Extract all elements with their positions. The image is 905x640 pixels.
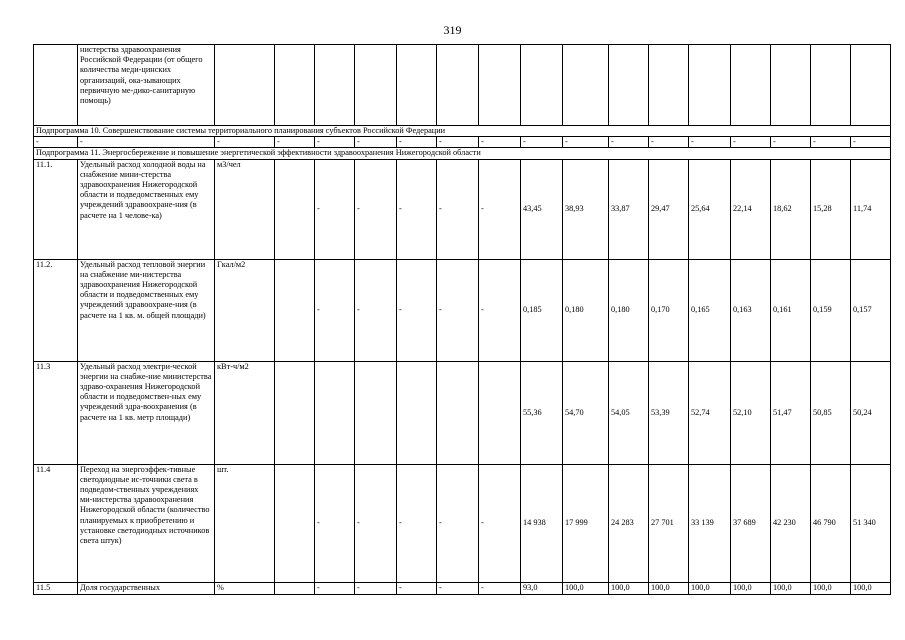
indicator-value: 52,74 bbox=[689, 361, 731, 464]
continuation-name: нистерства здравоохранения Российской Федерации (от общего количества меди-цинских организаций, ока-зывающих первичную ме-дико-санитарную помощь) bbox=[78, 45, 215, 126]
indicator-row bbox=[34, 464, 891, 582]
dash-cell: - bbox=[521, 137, 563, 148]
indicator-value: 100,0 bbox=[649, 582, 689, 594]
indicator-value: 22,14 bbox=[731, 159, 771, 259]
indicator-value: - bbox=[479, 582, 521, 594]
indicator-value: 50,85 bbox=[811, 361, 851, 464]
indicator-value: - bbox=[355, 582, 397, 594]
indicator-value: 100,0 bbox=[811, 582, 851, 594]
subprogram-11-title: Подпрограмма 11. Энергосбережение и повышение энергетической эффективности здравоохранения Нижегородской области bbox=[34, 148, 891, 159]
indicator-value: 38,93 bbox=[563, 159, 609, 259]
dash-cell: - bbox=[851, 137, 891, 148]
indicator-value: - bbox=[437, 259, 479, 361]
indicator-row bbox=[34, 259, 891, 361]
indicator-value: 0,159 bbox=[811, 259, 851, 361]
indicator-row bbox=[34, 159, 891, 259]
dash-cell: - bbox=[479, 137, 521, 148]
indicator-value: 0,180 bbox=[563, 259, 609, 361]
dash-cell: - bbox=[34, 137, 78, 148]
indicator-value: 24 283 bbox=[609, 464, 649, 582]
subprogram-10-dash-row bbox=[34, 137, 891, 148]
indicator-value: 55,36 bbox=[521, 361, 563, 464]
indicator-value: 0,165 bbox=[689, 259, 731, 361]
indicator-value: 0,161 bbox=[771, 259, 811, 361]
indicator-value: 100,0 bbox=[609, 582, 649, 594]
indicators-table bbox=[33, 44, 891, 595]
subprogram-11-header bbox=[34, 148, 891, 159]
indicator-unit: м3/чел bbox=[215, 159, 275, 259]
indicator-value: 0,163 bbox=[731, 259, 771, 361]
indicator-value: 100,0 bbox=[731, 582, 771, 594]
indicator-value: 100,0 bbox=[563, 582, 609, 594]
indicator-value: - bbox=[479, 464, 521, 582]
indicator-value: 0,180 bbox=[609, 259, 649, 361]
indicator-unit: кВт-ч/м2 bbox=[215, 361, 275, 464]
indicator-value: - bbox=[397, 582, 437, 594]
subprogram-10-header bbox=[34, 126, 891, 137]
indicator-value: 54,70 bbox=[563, 361, 609, 464]
dash-cell: - bbox=[563, 137, 609, 148]
indicator-value: - bbox=[397, 259, 437, 361]
dash-cell: - bbox=[315, 137, 355, 148]
indicator-value: 29,47 bbox=[649, 159, 689, 259]
indicator-value bbox=[479, 361, 521, 464]
dash-cell: - bbox=[609, 137, 649, 148]
indicator-unit: шт. bbox=[215, 464, 275, 582]
indicator-value: - bbox=[479, 159, 521, 259]
indicator-value: 53,39 bbox=[649, 361, 689, 464]
indicator-unit: Гкал/м2 bbox=[215, 259, 275, 361]
indicator-value: 18,62 bbox=[771, 159, 811, 259]
indicator-name: Удельный расход электри-ческой энергии на снабже-ние министерства здраво-охранения Нижегородской области и подведомствен-ных ему учреждений здра-воохранения (в расчете на 1 кв. метр площади) bbox=[78, 361, 215, 464]
indicator-value: 43,45 bbox=[521, 159, 563, 259]
indicator-value: - bbox=[355, 159, 397, 259]
dash-cell: - bbox=[731, 137, 771, 148]
page-number: 319 bbox=[443, 23, 462, 37]
dash-cell: - bbox=[811, 137, 851, 148]
indicator-value: - bbox=[355, 464, 397, 582]
indicator-value: 11,74 bbox=[851, 159, 891, 259]
indicator-value bbox=[397, 361, 437, 464]
indicator-value: 15,28 bbox=[811, 159, 851, 259]
indicator-name: Переход на энергоэффек-тивные светодиодные ис-точники света в подведом-ственных учреждениях ми-нистерства здравоохранения Нижегородской области (количество планируемых к приобретению и установке светодиодных источников света штук) bbox=[78, 464, 215, 582]
indicator-value: 93,0 bbox=[521, 582, 563, 594]
indicator-value: 100,0 bbox=[851, 582, 891, 594]
dash-cell: - bbox=[78, 137, 215, 148]
indicator-number: 11.3 bbox=[34, 361, 78, 464]
indicator-value bbox=[275, 582, 315, 594]
dash-cell: - bbox=[215, 137, 275, 148]
indicator-value: 0,185 bbox=[521, 259, 563, 361]
continuation-row bbox=[34, 45, 891, 126]
indicator-name: Удельный расход тепловой энергии на снабжение ми-нистерства здравоохранения Нижегородской области и подведомственных ему учреждений здравоохране-ния (в расчете на 1 кв. м. общей площади) bbox=[78, 259, 215, 361]
indicator-value: 0,170 bbox=[649, 259, 689, 361]
indicator-value: - bbox=[397, 159, 437, 259]
indicator-value: 51 340 bbox=[851, 464, 891, 582]
indicator-value bbox=[315, 361, 355, 464]
indicator-row bbox=[34, 361, 891, 464]
indicator-value: 51,47 bbox=[771, 361, 811, 464]
indicator-row bbox=[34, 582, 891, 594]
dash-cell: - bbox=[397, 137, 437, 148]
dash-cell: - bbox=[689, 137, 731, 148]
indicator-number: 11.1. bbox=[34, 159, 78, 259]
indicator-value: 17 999 bbox=[563, 464, 609, 582]
indicator-value: - bbox=[437, 464, 479, 582]
indicator-value: 52,10 bbox=[731, 361, 771, 464]
dash-cell: - bbox=[437, 137, 479, 148]
indicator-value: - bbox=[315, 582, 355, 594]
indicator-value bbox=[275, 361, 315, 464]
indicator-value: 27 701 bbox=[649, 464, 689, 582]
subprogram-10-title: Подпрограмма 10. Совершенствование системы территориального планирования субъектов Российской Федерации bbox=[34, 126, 891, 137]
indicator-value: 37 689 bbox=[731, 464, 771, 582]
indicator-value: 33,87 bbox=[609, 159, 649, 259]
indicator-value: 100,0 bbox=[771, 582, 811, 594]
indicator-value: 42 230 bbox=[771, 464, 811, 582]
indicator-value: 46 790 bbox=[811, 464, 851, 582]
indicator-value: - bbox=[437, 582, 479, 594]
indicator-name: Удельный расход холодной воды на снабжение мини-стерства здравоохранения Нижегородской области и подведомственных ему учреждений здравоохране-ния (в расчете на 1 челове-ка) bbox=[78, 159, 215, 259]
dash-cell: - bbox=[355, 137, 397, 148]
indicator-value: - bbox=[479, 259, 521, 361]
indicator-name: Доля государственных bbox=[78, 582, 215, 594]
dash-cell: - bbox=[649, 137, 689, 148]
indicator-value: 33 139 bbox=[689, 464, 731, 582]
indicator-value: 25,64 bbox=[689, 159, 731, 259]
indicator-value: 0,157 bbox=[851, 259, 891, 361]
indicator-value: - bbox=[355, 259, 397, 361]
continuation-num bbox=[34, 45, 78, 126]
dash-cell: - bbox=[771, 137, 811, 148]
indicator-value: 100,0 bbox=[689, 582, 731, 594]
indicator-value: - bbox=[315, 159, 355, 259]
indicator-value: - bbox=[315, 259, 355, 361]
indicator-rows bbox=[34, 159, 891, 594]
indicator-value bbox=[275, 259, 315, 361]
indicator-value: - bbox=[437, 159, 479, 259]
indicator-number: 11.2. bbox=[34, 259, 78, 361]
indicator-value: - bbox=[315, 464, 355, 582]
indicator-value bbox=[355, 361, 397, 464]
indicator-number: 11.4 bbox=[34, 464, 78, 582]
indicator-unit: % bbox=[215, 582, 275, 594]
indicator-value bbox=[275, 159, 315, 259]
indicator-value: 14 938 bbox=[521, 464, 563, 582]
indicator-value: 54,05 bbox=[609, 361, 649, 464]
dash-cell: - bbox=[275, 137, 315, 148]
indicator-value: - bbox=[397, 464, 437, 582]
indicator-value bbox=[437, 361, 479, 464]
indicator-value: 50,24 bbox=[851, 361, 891, 464]
indicator-number: 11.5 bbox=[34, 582, 78, 594]
indicator-value bbox=[275, 464, 315, 582]
